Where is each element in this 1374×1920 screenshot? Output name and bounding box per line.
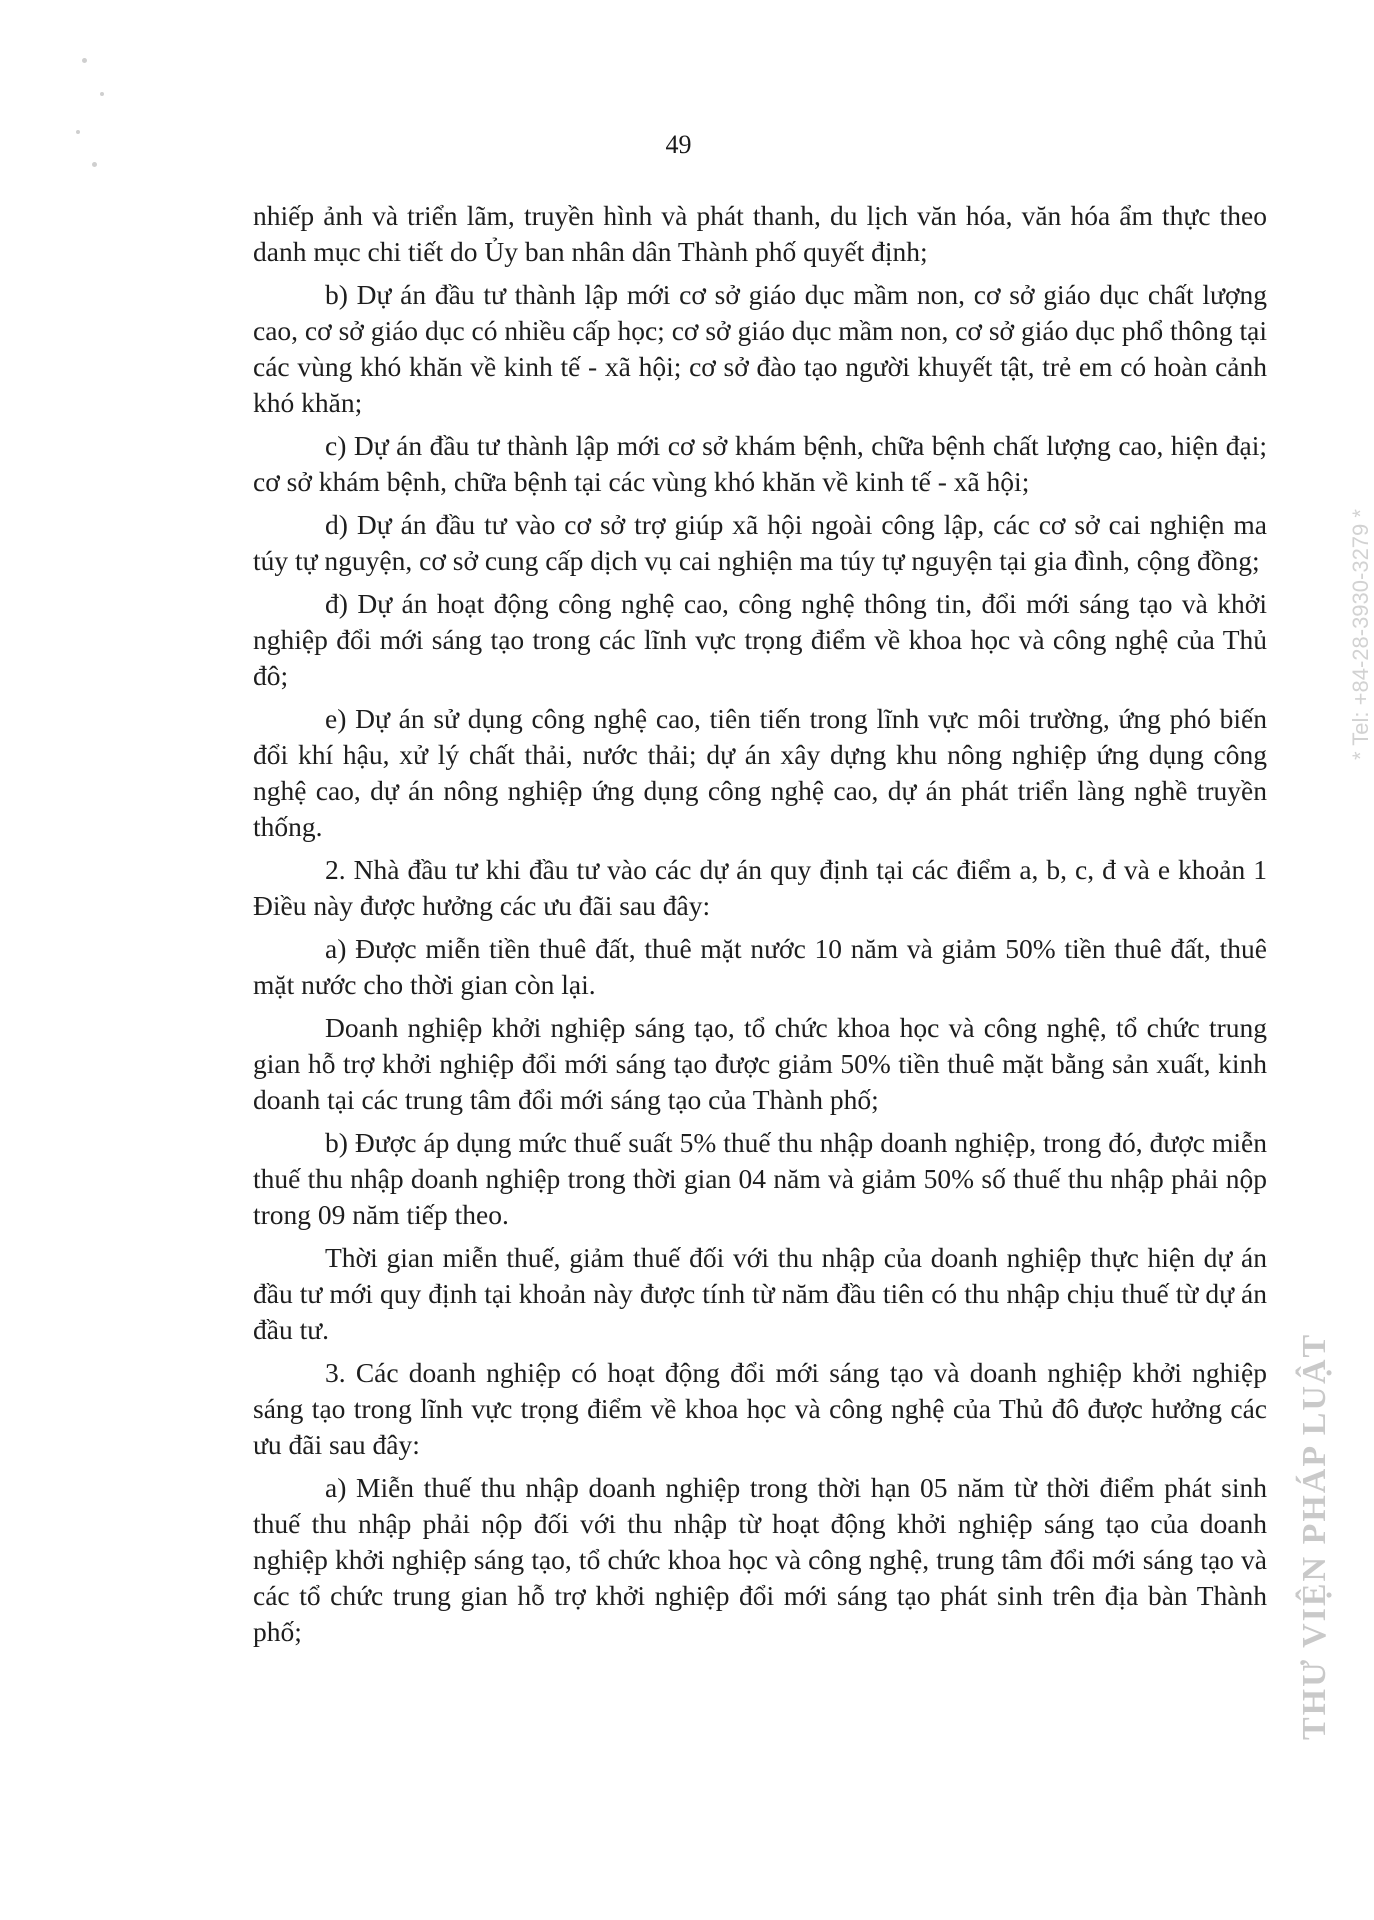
paragraph: e) Dự án sử dụng công nghệ cao, tiên tiến trong lĩnh vực môi trường, ứng phó biến đổi khí hậu, xử lý chất thải, nước thải; dự án xây dựng khu nông nghiệp ứng dụng công nghệ cao, dự án nông nghiệp ứng dụng công nghệ cao, dự án phát triển làng nghề truyền thống. <box>253 703 1267 842</box>
watermark-phone: * Tel: +84-28-3930-3279 * <box>1348 509 1373 760</box>
document-body <box>253 198 1267 1657</box>
paragraph: nhiếp ảnh và triển lãm, truyền hình và phát thanh, du lịch văn hóa, văn hóa ẩm thực theo danh mục chi tiết do Ủy ban nhân dân Thành phố quyết định; <box>253 200 1267 267</box>
paragraph: d) Dự án đầu tư vào cơ sở trợ giúp xã hội ngoài công lập, các cơ sở cai nghiện ma túy tự nguyện, cơ sở cung cấp dịch vụ cai nghiện ma túy tự nguyện tại gia đình, cộng đồng; <box>253 509 1267 576</box>
paragraph: c) Dự án đầu tư thành lập mới cơ sở khám bệnh, chữa bệnh chất lượng cao, hiện đại; cơ sở khám bệnh, chữa bệnh tại các vùng khó khăn về kinh tế - xã hội; <box>253 430 1267 497</box>
paragraph: đ) Dự án hoạt động công nghệ cao, công nghệ thông tin, đổi mới sáng tạo và khởi nghiệp đổi mới sáng tạo trong các lĩnh vực trọng điểm về khoa học và công nghệ của Thủ đô; <box>253 588 1267 691</box>
paragraph: b) Được áp dụng mức thuế suất 5% thuế thu nhập doanh nghiệp, trong đó, được miễn thuế thu nhập doanh nghiệp trong thời gian 04 năm và giảm 50% số thuế thu nhập phải nộp trong 09 năm tiếp theo. <box>253 1127 1267 1230</box>
paragraph: Doanh nghiệp khởi nghiệp sáng tạo, tổ chức khoa học và công nghệ, tổ chức trung gian hỗ trợ khởi nghiệp đổi mới sáng tạo được giảm 50% tiền thuê mặt bằng sản xuất, kinh doanh tại các trung tâm đổi mới sáng tạo của Thành phố; <box>253 1012 1267 1115</box>
paragraph: 3. Các doanh nghiệp có hoạt động đổi mới sáng tạo và doanh nghiệp khởi nghiệp sáng tạo trong lĩnh vực trọng điểm về khoa học và công nghệ của Thủ đô được hưởng các ưu đãi sau đây: <box>253 1357 1267 1460</box>
paragraph: a) Miễn thuế thu nhập doanh nghiệp trong thời hạn 05 năm từ thời điểm phát sinh thuế thu nhập phải nộp đối với thu nhập từ hoạt động khởi nghiệp sáng tạo của doanh nghiệp khởi nghiệp sáng tạo, tổ chức khoa học và công nghệ, trung tâm đổi mới sáng tạo và các tổ chức trung gian hỗ trợ khởi nghiệp đổi mới sáng tạo phát sinh trên địa bàn Thành phố; <box>253 1472 1267 1647</box>
paragraph: b) Dự án đầu tư thành lập mới cơ sở giáo dục mầm non, cơ sở giáo dục chất lượng cao, cơ sở giáo dục có nhiều cấp học; cơ sở giáo dục mầm non, cơ sở giáo dục phổ thông tại các vùng khó khăn về kinh tế - xã hội; cơ sở đào tạo người khuyết tật, trẻ em có hoàn cảnh khó khăn; <box>253 279 1267 418</box>
page-number: 49 <box>665 130 692 159</box>
paragraph: a) Được miễn tiền thuê đất, thuê mặt nước 10 năm và giảm 50% tiền thuê đất, thuê mặt nước cho thời gian còn lại. <box>253 933 1267 1000</box>
watermark-text: THƯ VIỆN PHÁP LUẬT <box>1296 1332 1333 1740</box>
paragraph: Thời gian miễn thuế, giảm thuế đối với thu nhập của doanh nghiệp thực hiện dự án đầu tư mới quy định tại khoản này được tính từ năm đầu tiên có thu nhập chịu thuế từ dự án đầu tư. <box>253 1242 1267 1345</box>
paragraph: 2. Nhà đầu tư khi đầu tư vào các dự án quy định tại các điểm a, b, c, đ và e khoản 1 Điều này được hưởng các ưu đãi sau đây: <box>253 854 1267 921</box>
